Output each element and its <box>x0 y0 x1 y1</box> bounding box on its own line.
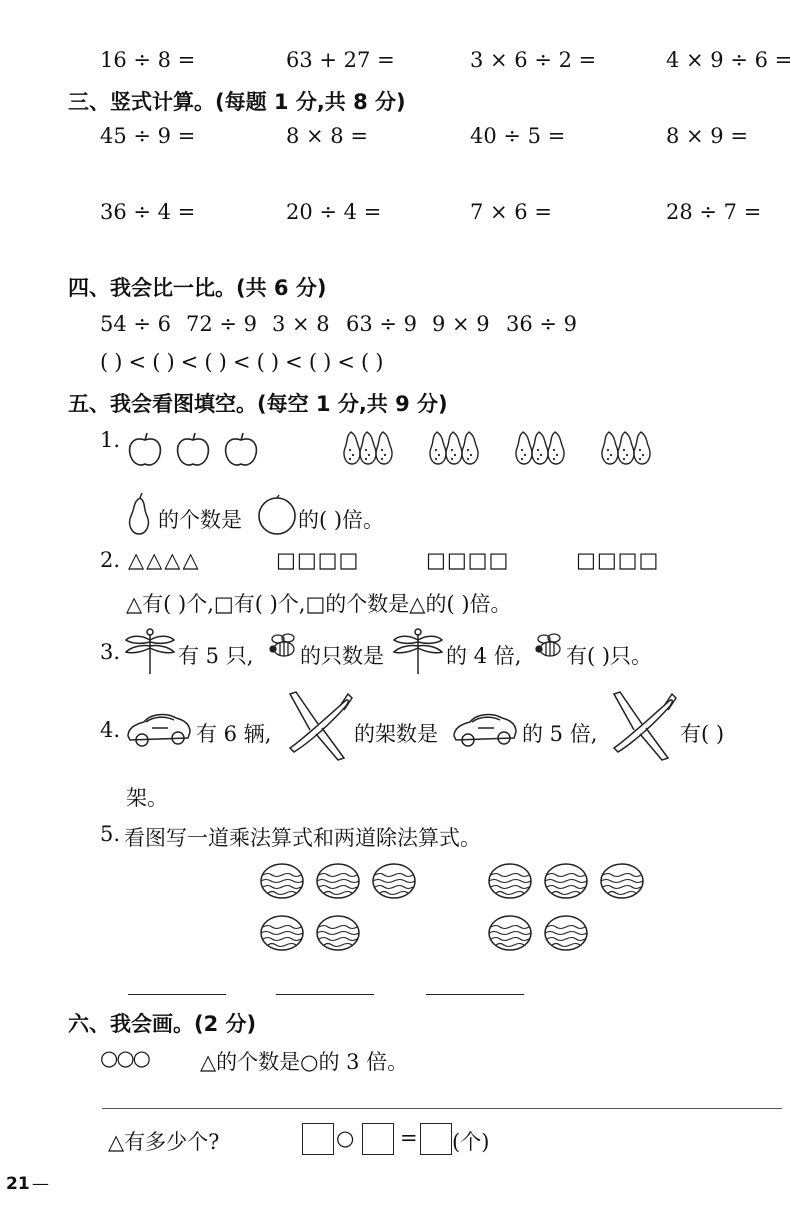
apple-icon <box>226 433 257 465</box>
section-3-title: 三、竖式计算。(每题 1 分,共 8 分) <box>68 90 406 114</box>
sec6-operator: ○ <box>336 1126 355 1150</box>
q4-text-d[interactable]: 有( ) <box>680 722 725 746</box>
expr-8x8: 8 × 8 = <box>286 124 368 148</box>
page-number: 21 <box>6 1174 30 1194</box>
apple-icon <box>130 433 161 465</box>
watermelon-icon <box>601 864 643 898</box>
apple-icon <box>178 433 209 465</box>
q4-number: 4. <box>100 718 121 742</box>
sec6-question: △有多少个? <box>108 1130 220 1154</box>
expr-36-div-4: 36 ÷ 4 = <box>100 200 196 224</box>
airplane-icon <box>282 688 354 766</box>
compare-expr-2: 72 ÷ 9 <box>186 312 258 336</box>
q1-text-b[interactable]: 的( )倍。 <box>298 508 385 532</box>
expr-40-div-5: 40 ÷ 5 = <box>470 124 566 148</box>
answer-box-3[interactable] <box>420 1123 452 1155</box>
pear-icon <box>124 492 154 536</box>
sec6-equals: = <box>400 1126 418 1150</box>
q2-squares-3: □□□□ <box>576 548 660 572</box>
watermelon-icon <box>373 864 415 898</box>
q1-number: 1. <box>100 428 121 452</box>
q3-text-a: 有 5 只, <box>178 644 254 668</box>
apple-icon <box>256 494 298 536</box>
pear-icon <box>430 432 478 464</box>
watermelon-icon <box>545 864 587 898</box>
q3-text-d[interactable]: 有( )只。 <box>566 644 653 668</box>
expr-63-plus-27: 63 + 27 = <box>286 48 395 72</box>
watermelon-icon <box>317 864 359 898</box>
expr-8x9: 8 × 9 = <box>666 124 748 148</box>
bee-icon <box>534 632 564 660</box>
pear-groups <box>342 428 672 470</box>
expr-4x9-div-6: 4 × 9 ÷ 6 = <box>666 48 793 72</box>
q1-text-a: 的个数是 <box>158 508 242 532</box>
watermelon-icon <box>545 916 587 950</box>
compare-expr-5: 9 × 9 <box>432 312 490 336</box>
q4-text-e: 架。 <box>126 786 168 810</box>
airplane-icon <box>606 688 678 766</box>
compare-expr-3: 3 × 8 <box>272 312 330 336</box>
watermelon-icon <box>489 864 531 898</box>
sec6-unit: (个) <box>452 1130 490 1154</box>
compare-expr-4: 63 ÷ 9 <box>346 312 418 336</box>
sec6-circles: ○○○ <box>100 1046 149 1070</box>
sec6-statement: △的个数是○的 3 倍。 <box>200 1050 409 1074</box>
answer-box-1[interactable] <box>302 1123 334 1155</box>
q2-squares-1: □□□□ <box>276 548 360 572</box>
pear-icon <box>516 432 564 464</box>
answer-box-2[interactable] <box>362 1123 394 1155</box>
section-5-title: 五、我会看图填空。(每空 1 分,共 9 分) <box>68 392 448 416</box>
watermelon-icon <box>489 916 531 950</box>
watermelon-icon <box>261 916 303 950</box>
car-icon <box>450 706 520 750</box>
q3-text-b: 的只数是 <box>300 644 384 668</box>
compare-expr-1: 54 ÷ 6 <box>100 312 172 336</box>
expr-7x6: 7 × 6 = <box>470 200 552 224</box>
drawing-area-divider <box>102 1108 782 1109</box>
answer-line-multiplication[interactable] <box>128 994 226 995</box>
bee-icon <box>268 632 298 660</box>
section-6-title: 六、我会画。(2 分) <box>68 1012 257 1036</box>
q5-text: 看图写一道乘法算式和两道除法算式。 <box>124 826 481 850</box>
q4-text-a: 有 6 辆, <box>196 722 272 746</box>
page-number-dash: — <box>32 1174 49 1194</box>
q5-number: 5. <box>100 822 121 846</box>
car-icon <box>124 706 194 750</box>
q2-triangles: △△△△ <box>128 548 201 572</box>
expr-3x6-div-2: 3 × 6 ÷ 2 = <box>470 48 597 72</box>
watermelon-icon <box>261 864 303 898</box>
apple-row <box>126 430 266 470</box>
expr-20-div-4: 20 ÷ 4 = <box>286 200 382 224</box>
q4-text-b: 的架数是 <box>354 722 438 746</box>
watermelon-icon <box>317 916 359 950</box>
answer-line-division-1[interactable] <box>276 994 374 995</box>
expr-16-div-8: 16 ÷ 8 = <box>100 48 196 72</box>
q3-text-c: 的 4 倍, <box>446 644 522 668</box>
pear-icon <box>344 432 392 464</box>
dragonfly-icon <box>124 624 176 676</box>
compare-order-line[interactable]: ( ) < ( ) < ( ) < ( ) < ( ) < ( ) <box>100 350 384 374</box>
pear-icon <box>602 432 650 464</box>
q3-number: 3. <box>100 640 121 664</box>
q2-fill-line[interactable]: △有( )个,□有( )个,□的个数是△的( )倍。 <box>126 592 512 616</box>
q2-squares-2: □□□□ <box>426 548 510 572</box>
q4-text-c: 的 5 倍, <box>522 722 598 746</box>
answer-line-division-2[interactable] <box>426 994 524 995</box>
watermelon-groups <box>258 860 658 956</box>
compare-expr-6: 36 ÷ 9 <box>506 312 578 336</box>
expr-28-div-7: 28 ÷ 7 = <box>666 200 762 224</box>
section-4-title: 四、我会比一比。(共 6 分) <box>68 276 327 300</box>
dragonfly-icon <box>392 624 444 676</box>
q2-number: 2. <box>100 548 121 572</box>
expr-45-div-9: 45 ÷ 9 = <box>100 124 196 148</box>
